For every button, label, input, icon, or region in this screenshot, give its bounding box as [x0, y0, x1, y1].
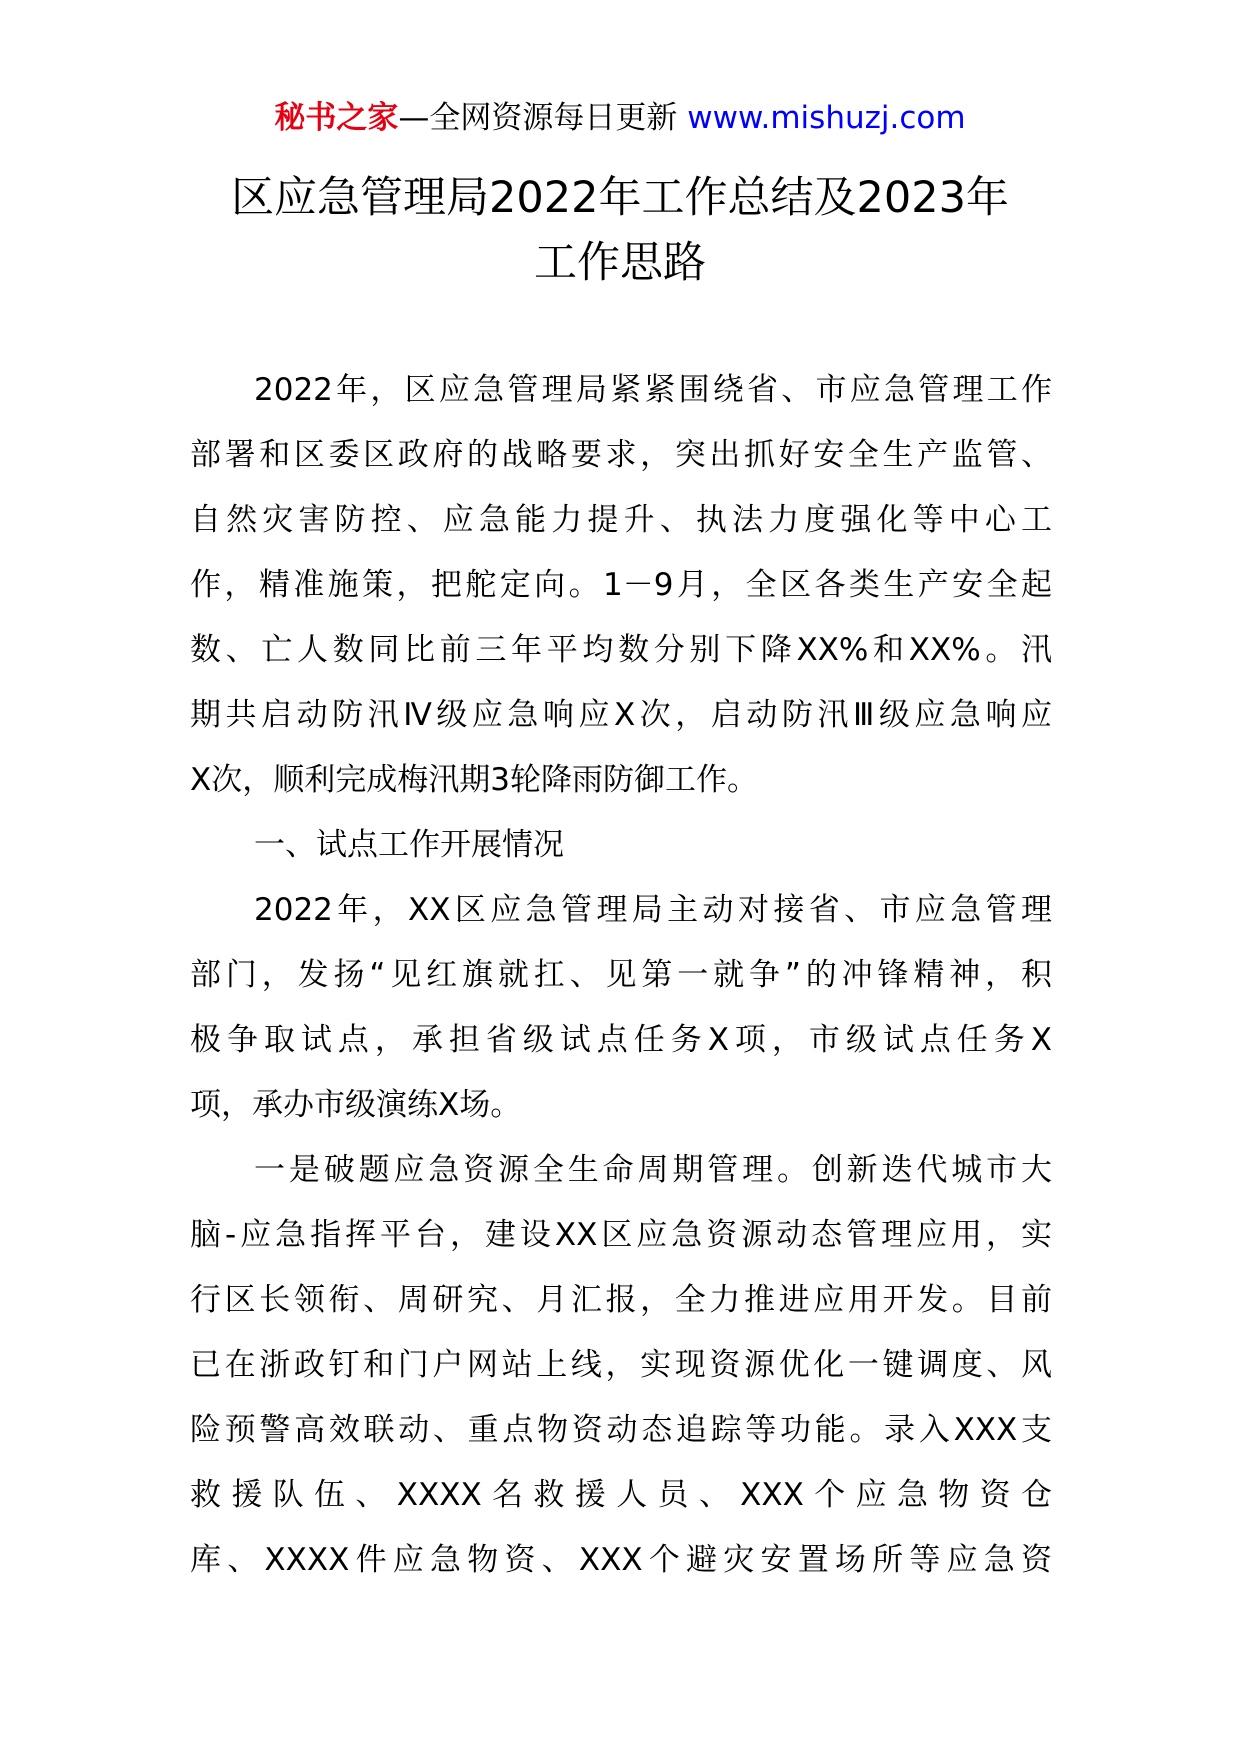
text-line: 部门，发扬“见红旗就扛、见第一就争”的冲锋精神，积 — [190, 957, 1052, 993]
paragraph-pilot — [190, 878, 1052, 1138]
paragraph-resource-management — [190, 1138, 1052, 1593]
brand-name: 秘书之家 — [274, 100, 399, 136]
text-line: 一是破题应急资源全生命周期管理。创新迭代城市大 — [254, 1152, 1052, 1188]
text-line: 数、亡人数同比前三年平均数分别下降XX%和XX%。汛 — [190, 632, 1052, 668]
title-line-1: 区应急管理局2022年工作总结及2023年 — [231, 173, 1009, 223]
text-line: 已在浙政钉和门户网站上线，实现资源优化一键调度、风 — [190, 1347, 1052, 1383]
paragraph-intro — [190, 358, 1052, 813]
heading-line: 一、试点工作开展情况 — [254, 827, 564, 863]
site-url-link[interactable]: www.mishuzj.com — [687, 100, 966, 136]
text-line: 2022年，区应急管理局紧紧围绕省、市应急管理工作 — [254, 372, 1052, 408]
text-line: 作，精准施策，把舵定向。1－9月，全区各类生产安全起 — [190, 567, 1052, 603]
text-line: 2022年，XX区应急管理局主动对接省、市应急管理 — [254, 892, 1052, 928]
text-line: 救援队伍、XXXX名救援人员、XXX个应急物资仓 — [190, 1477, 1052, 1513]
title-line-2: 工作思路 — [534, 238, 706, 288]
document-title — [100, 166, 1140, 296]
text-line: 部署和区委区政府的战略要求，突出抓好安全生产监管、 — [190, 437, 1052, 473]
text-line: 期共启动防汛Ⅳ级应急响应X次，启动防汛Ⅲ级应急响应 — [190, 697, 1052, 733]
text-line: 项，承办市级演练X场。 — [190, 1087, 522, 1123]
site-banner — [0, 98, 1240, 138]
banner-tagline: —全网资源每日更新 — [398, 100, 688, 136]
text-line: 自然灾害防控、应急能力提升、执法力度强化等中心工 — [190, 502, 1052, 538]
text-line: X次，顺利完成梅汛期3轮降雨防御工作。 — [190, 762, 758, 798]
text-line: 行区长领衔、周研究、月汇报，全力推进应用开发。目前 — [190, 1282, 1052, 1318]
text-line: 脑-应急指挥平台，建设XX区应急资源动态管理应用，实 — [190, 1217, 1052, 1253]
text-line: 险预警高效联动、重点物资动态追踪等功能。录入XXX支 — [190, 1412, 1052, 1448]
document-body — [190, 358, 1052, 1593]
section-heading-1 — [190, 813, 1052, 878]
text-line: 库、XXXX件应急物资、XXX个避灾安置场所等应急资 — [190, 1542, 1052, 1578]
text-line: 极争取试点，承担省级试点任务X项，市级试点任务X — [190, 1022, 1052, 1058]
